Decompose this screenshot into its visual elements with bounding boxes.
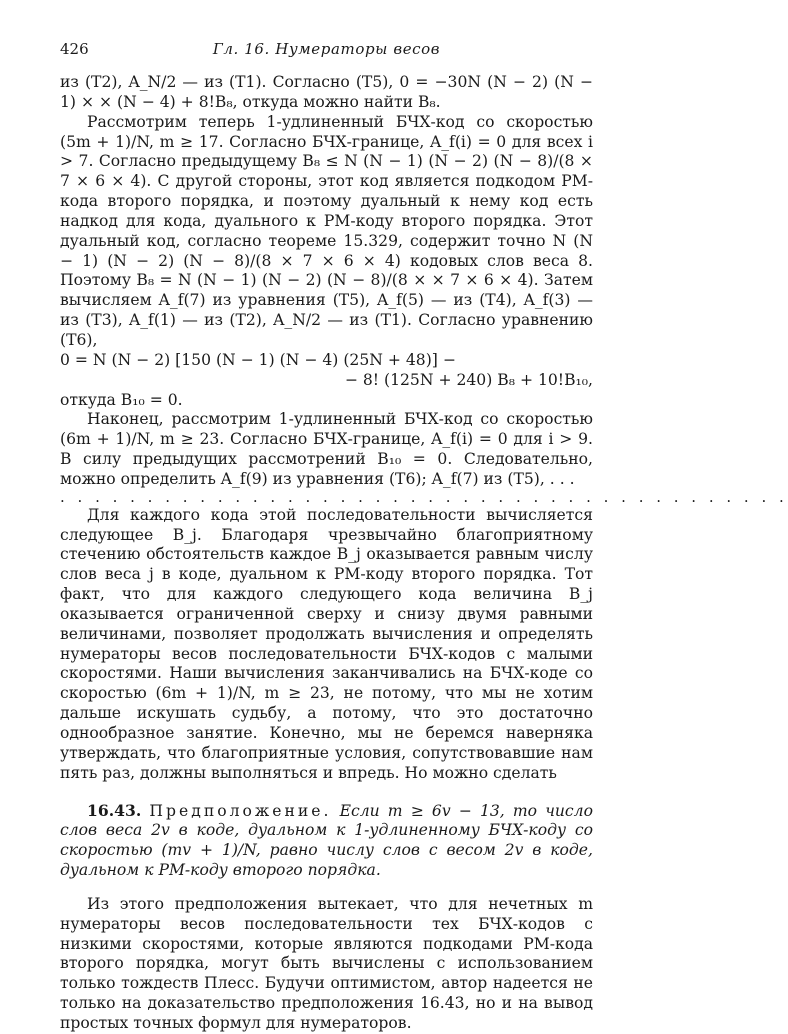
paragraph-continued: из (Т2), A_N/2 — из (Т1). Согласно (Т5), 0 = −30N (N − 2) (N − 1) × × (N − 4) + 8!B₈, откуда можно найти B₈.: [60, 73, 593, 111]
conjecture-text: Если m ≥ 6v − 13, то число слов веса 2v в коде, дуальном к 1-удлиненному БЧХ-коду со скоростью (mv + 1)/N, равно числу слов с весом 2v в коде, дуальном к РМ-коду второго порядка.: [60, 801, 593, 880]
paragraph-rate-5m: Рассмотрим теперь 1-удлиненный БЧХ-код со скоростью (5m + 1)/N, m ≥ 17. Согласно БЧХ-границе, A_f(i) = 0 для всех i > 7. Согласно предыдущему B₈ ≤ N (N − 1) (N − 2) (N − 8)/(8 × 7 × 6 × 4). С другой стороны, этот код является подкодом РМ-кода второго порядка, и поэтому дуальный к нему код есть надкод для кода, дуального к РМ-коду второго порядка. Этот дуальный код, согласно теореме 15.329, содержит точно N (N − 1) (N − 2) (N − 8)/(8 × 7 × 6 × 4) кодовых слов веса 8. Поэтому B₈ = N (N − 1) (N − 2) (N − 8)/(8 × × 7 × 6 × 4). Затем вычисляем A_f(7) из уравнения (Т5), A_f(5) — из (Т4), A_f(3) — из (Т3), A_f(1) — из (Т2), A_N/2 — из (Т1). Согласно уравнению (Т6),: [60, 112, 593, 349]
equation-line-1: 0 = N (N − 2) [150 (N − 1) (N − 4) (25N + 48)] −: [60, 350, 456, 369]
page-body: [60, 73, 788, 1034]
equation-line-2: − 8! (125N + 240) B₈ + 10!B₁₀,: [344, 370, 593, 389]
running-head: Гл. 16. Нумераторы весов: [212, 40, 441, 58]
conjecture-label: Предположение.: [149, 801, 332, 820]
paragraph-rate-6m: Наконец, рассмотрим 1-удлиненный БЧХ-код со скоростью (6m + 1)/N, m ≥ 23. Согласно БЧХ-границе, A_f(i) = 0 для i > 9. В силу предыдущих рассмотрений B₁₀ = 0. Следовательно, можно определить A_f(9) из уравнения (Т6); A_f(7) из (Т5), . . .: [60, 410, 593, 488]
paragraph-b10-result: откуда B₁₀ = 0.: [60, 390, 183, 409]
paragraph-discussion: Для каждого кода этой последовательности вычисляется следующее B_j. Благодаря чрезвычайно благоприятному стечению обстоятельств каждое B_j оказывается равным числу слов веса j в коде, дуальном к РМ-коду второго порядка. Тот факт, что для каждого следующего кода величина B_j оказывается ограниченной сверху и снизу двумя равными величинами, позволяет продолжать вычисления и определять нумераторы весов последовательности БЧХ-кодов с малыми скоростями. Наши вычисления заканчивались на БЧХ-коде со скоростью (6m + 1)/N, m ≥ 23, не потому, что мы не хотим дальше искушать судьбу, а потому, что это достаточно однообразное занятие. Конечно, мы не беремся наверняка утверждать, что благоприятные условия, сопутствовавшие нам пять раз, должны выполняться и впредь. Но можно сделать: [60, 505, 593, 782]
paragraph-conclusion: Из этого предположения вытекает, что для нечетных m нумераторы весов последовательности тех БЧХ-кодов с низкими скоростями, которые являются подкодами РМ-кода второго порядка, могут быть вычислены с использованием только тождеств Плесс. Будучи оптимистом, автор надеется не только на доказательство предположения 16.43, но и на вывод простых точных формул для нумераторов.: [60, 894, 593, 1032]
page-number: 426: [60, 40, 89, 58]
ellipsis-separator: . . . . . . . . . . . . . . . . . . . . . . . . . . . . . . . . . . . . . . . . . .: [60, 487, 788, 506]
conjecture-16-43: [60, 801, 593, 881]
page-header: [60, 40, 593, 62]
conjecture-number: 16.43.: [87, 800, 142, 820]
